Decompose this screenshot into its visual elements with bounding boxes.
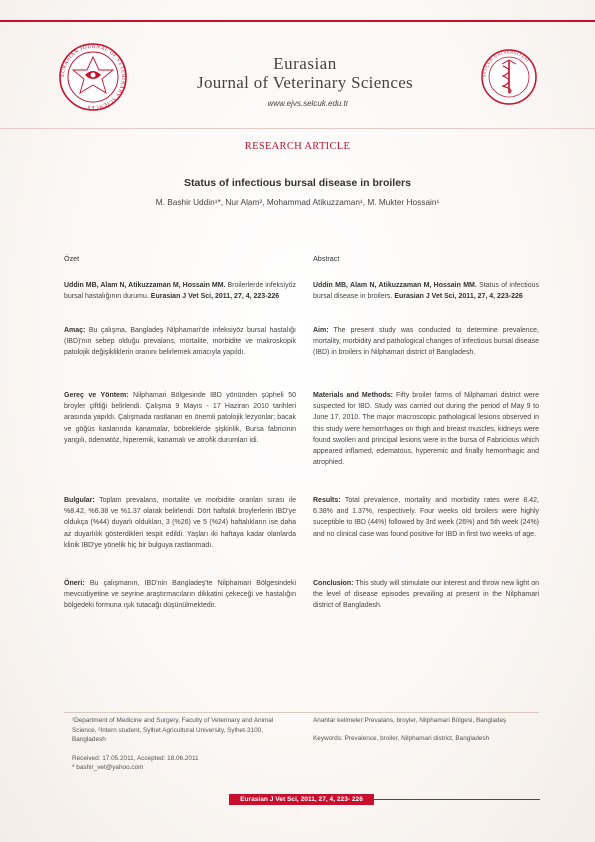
ozet-citation-text: Broilerlerde infeksiyöz bursal hastalığının durumu. — [64, 282, 296, 301]
ozet-results-label: Bulgular: — [64, 497, 95, 504]
ozet-aim-label: Amaç: — [64, 327, 86, 334]
abstract-aim-label: Aim: — [313, 327, 329, 334]
journal-url-link[interactable]: www.ejvs.selcuk.edu.tr — [267, 99, 349, 108]
abstract-citation-authors: Uddin MB, Alam N, Atikuzzaman M, Hossain MM. — [313, 282, 477, 289]
abstract-citation-ref: Eurasian J Vet Sci, 2011, 27, 4, 223-226 — [392, 293, 523, 301]
ozet-conclusion-label: Öneri: — [64, 580, 85, 587]
author-list: M. Bashir Uddin¹*, Nur Alam², Mohammad Atikuzzaman¹, M. Mukter Hossain¹ — [155, 197, 440, 207]
abstract-conclusion — [313, 578, 539, 612]
abstract-citation — [313, 280, 539, 302]
journal-title — [150, 54, 460, 92]
ozet-methods — [64, 390, 296, 446]
header-divider — [0, 128, 595, 129]
paper-title: Status of infectious bursal disease in broilers — [184, 177, 411, 189]
abstract-methods-label: Materials and Methods: — [313, 392, 393, 399]
ozet-methods-text: Nilphamari Bölgesinde IBD yönünden şüpheli 50 broyler çiftliği belirlendi. Çalışma 9 Mayıs - 17 Haziran 2010 tarihleri arasında yapıldı. Çalışmada rastlanan en önemli patolojik lezyonlar; bacak ve göğüs kaslarında kanamalar, böbreklerde şişkinlik, Bursa fabricinin yangılı, ödematöz, hiperemik, kanamalı ve atrofik durumları idi. — [64, 392, 296, 444]
abstract-results-text: Total prevalence, mortality and morbidity rates were 8.42, 6.38% and 1.37%, respectively. Four weeks old broilers were highly suceptible to IBD (44%) followed by 3rd week (26%) and 5th week (24%) and no clinical case was found positive for IBD in first two weeks of age. — [313, 497, 539, 538]
journal-title-line1: Eurasian — [273, 54, 337, 73]
ozet-conclusion-text: Bu çalışmanın, IBD'nin Bangladeş'te Nilphamari Bölgesindeki mevcudiyetine ve seyrine araştırmacıların dikkatini çekeceği ve hastalığın bölgedeki formuna ışık tutacağı düşünülmektedir. — [64, 580, 296, 610]
footer-keywords-block — [313, 716, 538, 743]
abstract-aim-text: The present study was conducted to determine prevalence, mortality, morbidity and pathological changes of infectious bursal disease (IBD) in broilers in Nilphamari district of Bangladesh. — [313, 327, 539, 357]
footer-divider — [64, 712, 539, 713]
journal-seal-icon — [58, 42, 128, 112]
keywords-english: Keywords: Prevalence, broiler, Nilphamari district, Bangladesh — [313, 734, 490, 742]
article-type-label: RESEARCH ARTICLE — [244, 141, 351, 152]
journal-title-line2: Journal of Veterinary Sciences — [197, 73, 413, 92]
abstract-methods-text: Fifty broiler farms of Nilphamari district were suspected for IBD. Study was carried out during the period of May 9 to June 17, 2010. The major macroscopic pathological lesions observed in this study were hemorrhages on thigh and breast muscles, kidneys were found swollen and principal lesions were in the bursa of Fabricious which appeared inflamed, edematous, hyperemic and finally hemorrhagic and atrophied. — [313, 392, 539, 467]
keywords-turkish: Anahtar kelimeler:Prevalans, broyler, Nilphamari Bölgesi, Bangladeş — [313, 717, 507, 724]
ozet-citation-ref: Eurasian J Vet Sci, 2011, 27, 4, 223-226 — [148, 293, 280, 301]
received-accepted-dates: Received: 17.05.2011, Accepted: 18.06.2011 — [72, 754, 199, 762]
ozet-results-text: Toplam prevalans, mortalite ve morbidite oranları sırası ile %8.42, %6.38 ve %1.37 olarak belirlendi. Dört haftalık broylerlerin IBD'ye oldukça (%44) duyarlı oldukları, 3 (%26) ve 5 (%24) haftalıkların ise daha az duyarlılık gösterdikleri tespit edildi. Yaşları iki haftaya kadar olanlarda klinik IBD'ye yönelik hiç bir bulguya rastlanmadı. — [64, 497, 296, 549]
ozet-citation-authors: Uddin MB, Alam N, Atikuzzaman M, Hossain MM. — [64, 282, 226, 289]
university-seal-ring-text: SELÇUK ÜNİVERSİTESİ — [481, 49, 531, 78]
abstract-conclusion-text: This study will stimulate our interest and throw new light on the level of disease episodes prevailing at present in the Nilphamari district of Bangladesh. — [313, 580, 539, 610]
abstract-conclusion-label: Conclusion: — [313, 580, 354, 587]
ozet-heading: Özet — [64, 254, 80, 263]
university-seal-icon — [480, 48, 538, 106]
seal-ring-text: EURASIAN JOURNAL OF VETERINARY SCIENCES — [59, 43, 127, 111]
ozet-aim-text: Bu çalışma, Bangladeş Nilphamari'de infeksiyöz bursal hastalığı (IBD)'nın sebep olduğu prevalans, mortalite, morbidite ve makroskopik patolojik değişikliklerin oranını belirlemek amacıyla yapıldı. — [64, 327, 296, 357]
abstract-results-label: Results: — [313, 497, 341, 504]
ozet-results — [64, 495, 296, 551]
abstract-methods — [313, 390, 539, 468]
footer-affiliation-block — [72, 716, 297, 773]
affiliation-text: ¹Department of Medicine and Surgery, Faculty of Veterinary and Animal Science, ²Intern student, Sylhet Agricultural University, Sylhet-3100, Bangladesh — [72, 717, 274, 743]
ozet-citation — [64, 280, 296, 302]
ozet-aim — [64, 325, 296, 359]
ozet-conclusion — [64, 578, 296, 612]
citation-bar: Eurasian J Vet Sci, 2011, 27, 4, 223- 226 — [229, 794, 374, 805]
citation-rule — [374, 799, 540, 800]
abstract-results — [313, 495, 539, 540]
abstract-heading: Abstract — [313, 254, 340, 263]
ozet-methods-label: Gereç ve Yöntem: — [64, 392, 129, 399]
abstract-citation-text: Status of infectious bursal disease in broilers. — [313, 282, 539, 301]
abstract-aim — [313, 325, 539, 359]
header-top-rule — [0, 20, 595, 22]
corresponding-email[interactable]: * bashir_vet@yahoo.com — [72, 764, 144, 771]
